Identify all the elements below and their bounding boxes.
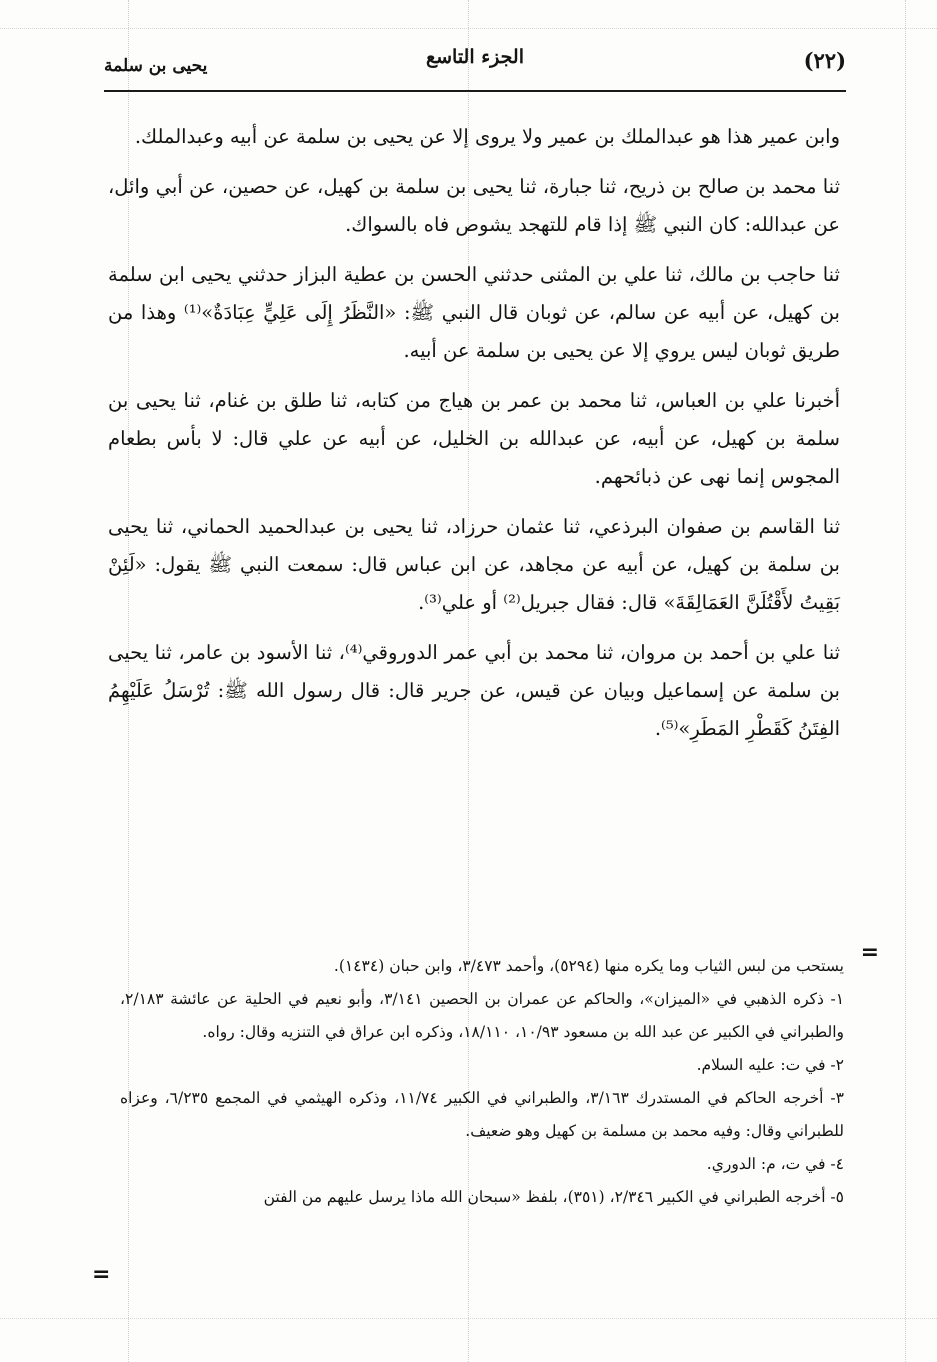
paragraph: ثنا محمد بن صالح بن ذريح، ثنا جبارة، ثنا يحيى بن سلمة بن كهيل، عن حصين، عن أبي وائل، عن عبدالله: كان النبي ﷺ إذا قام للتهجد يشوص فاه بالسواك.	[108, 175, 840, 236]
paragraph: أخبرنا علي بن العباس، ثنا محمد بن عمر بن هياج من كتابه، ثنا طلق بن غنام، ثنا يحيى بن سلمة بن كهيل، عن أبيه، عن عبدالله بن الخليل، عن أبيه عن علي قال: لا بأس بطعام المجوس إنما نهى عن ذبائحهم.	[108, 389, 840, 488]
chapter-title: يحيى بن سلمة	[104, 56, 208, 76]
scan-guide-line	[0, 28, 937, 29]
scan-guide-line	[905, 0, 906, 1362]
footnote: ٤- في ت، م: الدوري.	[706, 1155, 844, 1173]
footnote: ٥- أخرجه الطبراني في الكبير ٢/٣٤٦، (٣٥١)، بلفظ «سبحان الله ماذا يرسل عليهم من الفتن	[263, 1188, 844, 1206]
paragraph: ثنا القاسم بن صفوان البرذعي، ثنا عثمان حرزاد، ثنا يحيى بن عبدالحميد الحماني، ثنا يحيى بن سلمة بن كهيل، عن أبيه عن مجاهد، عن ابن عباس قال: سمعت النبي ﷺ يقول: «لَئِنْ بَقِيتُ لأَقْتُلَنَّ العَمَالِقَةَ» قال: فقال جبريل⁽²⁾ أو علي⁽³⁾.	[108, 515, 840, 614]
footnotes	[120, 950, 844, 1214]
paragraph: ثنا حاجب بن مالك، ثنا علي بن المثنى حدثني الحسن بن عطية البزاز حدثني يحيى ابن سلمة بن كهيل، عن أبيه عن سالم، عن ثوبان قال النبي ﷺ: «النَّظَرُ إِلَى عَلِيٍّ عِبَادَةٌ»⁽¹⁾ وهذا من طريق ثوبان ليس يروي إلا عن يحيى بن سلمة عن أبيه.	[108, 263, 840, 362]
main-text	[108, 118, 840, 760]
volume-title: الجزء التاسع	[426, 46, 524, 68]
page-number: (٢٢)	[803, 48, 846, 73]
continuation-mark: =	[860, 940, 879, 965]
footnote: ١- ذكره الذهبي في «الميزان»، والحاكم عن عمران بن الحصين ٣/١٤١، وأبو نعيم في الحلية عن عائشة ٢/١٨٣، والطبراني في الكبير عن عبد الله بن مسعود ١٠/٩٣، ١٨/١١٠، وذكره ابن عراق في التنزيه وقال: رواه.	[120, 990, 845, 1041]
footnote: يستحب من لبس الثياب وما يكره منها (٥٢٩٤)، وأحمد ٣/٤٧٣، وابن حبان (١٤٣٤).	[333, 957, 844, 975]
continuation-mark: =	[92, 1262, 111, 1287]
paragraph: وابن عمير هذا هو عبدالملك بن عمير ولا يروى إلا عن يحيى بن سلمة عن أبيه وعبدالملك.	[134, 125, 840, 148]
footnote: ٢- في ت: عليه السلام.	[696, 1056, 844, 1074]
page-header	[104, 44, 846, 92]
paragraph: ثنا علي بن أحمد بن مروان، ثنا محمد بن أبي عمر الدوروقي⁽⁴⁾، ثنا الأسود بن عامر، ثنا يحيى بن سلمة عن إسماعيل وبيان عن قيس، عن جرير قال: قال رسول الله ﷺ: تُرْسَلُ عَلَيْهِمُ الفِتَنُ كَقَطْرِ المَطَرِ»⁽⁵⁾.	[108, 641, 841, 740]
footnote: ٣- أخرجه الحاكم في المستدرك ٣/١٦٣، والطبراني في الكبير ١١/٧٤، وذكره الهيثمي في المجمع ٦/٢٣٥، وعزاه للطبراني وقال: وفيه محمد بن مسلمة بن كهيل وهو ضعيف.	[120, 1089, 844, 1140]
scan-guide-line	[0, 1318, 937, 1319]
